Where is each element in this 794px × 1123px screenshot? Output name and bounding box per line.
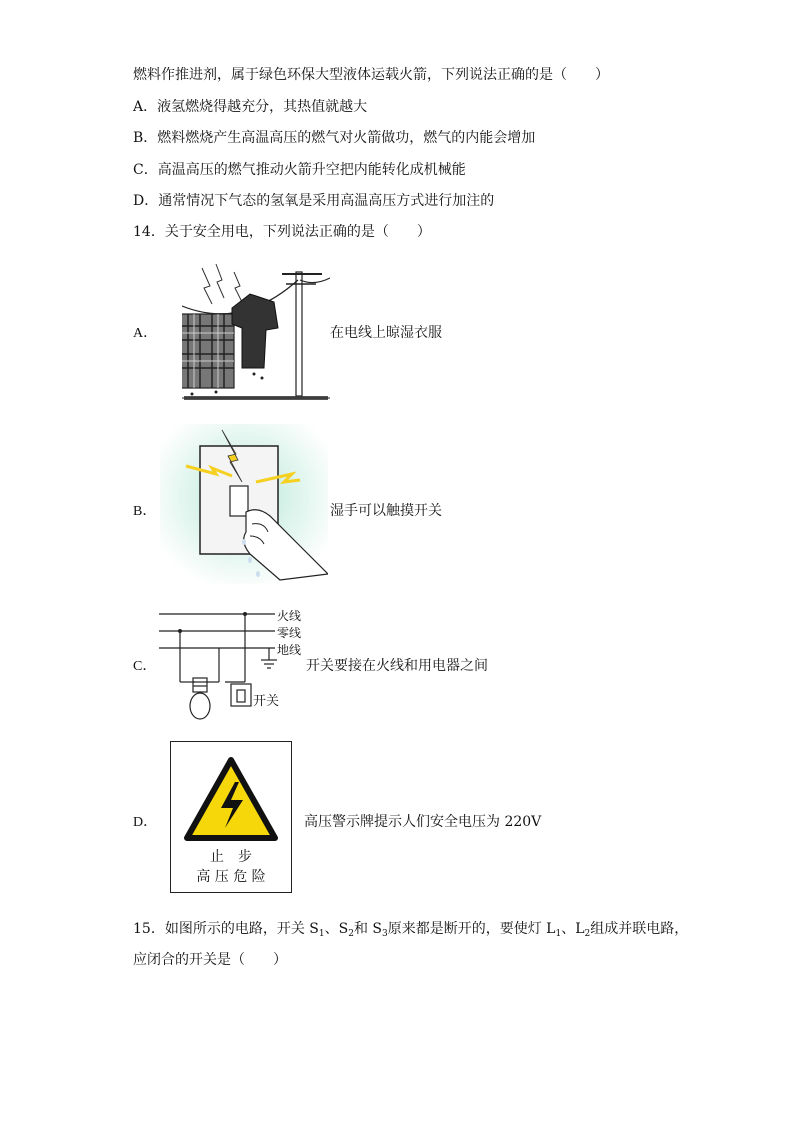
q15-stem-line2: 应闭合的开关是（ ） <box>133 952 287 968</box>
q13-option-d: D．通常情况下气态的氢氧是采用高温高压方式进行加注的 <box>133 193 495 209</box>
q13-option-c: C．高温高压的燃气推动火箭升空把内能转化成机械能 <box>133 162 466 178</box>
q15-text-sep1: 、S <box>324 921 349 937</box>
q13-stem: 燃料作推进剂，属于绿色环保大型液体运载火箭，下列说法正确的是（ ） <box>133 67 609 83</box>
sign-text-line2: 高 压 危 险 <box>196 869 266 885</box>
q14-option-c-letter: C． <box>133 659 157 674</box>
q14-stem: 14．关于安全用电，下列说法正确的是（ ） <box>133 224 431 240</box>
q14-option-d-letter: D． <box>133 815 158 830</box>
q15-sub-l2: 2 <box>584 929 591 939</box>
q15-number: 15． <box>133 921 165 937</box>
q13-option-a: A．液氢燃烧得越充分，其热值就越大 <box>133 99 368 115</box>
q14-option-b-text: 湿手可以触摸开关 <box>330 503 442 519</box>
clothes-on-power-line-illustration <box>182 258 330 406</box>
q14-option-b-letter: B． <box>133 504 157 519</box>
q15-sub-s2: 2 <box>348 929 354 939</box>
circuit-label-live: 火线 <box>277 609 302 623</box>
q15-text-part2: 原来都是断开的，要使灯 L <box>387 921 556 937</box>
q14-option-a-letter: A． <box>133 326 158 341</box>
circuit-label-neutral: 零线 <box>277 626 302 640</box>
circuit-label-ground: 地线 <box>277 643 302 657</box>
high-voltage-warning-icon <box>183 756 279 842</box>
circuit-label-switch: 开关 <box>253 694 280 709</box>
sign-text-line1: 止 步 <box>210 849 252 865</box>
high-voltage-warning-sign <box>170 741 292 893</box>
q15-text-mid: 和 S <box>353 921 382 937</box>
q14-option-d-text: 高压警示牌提示人们安全电压为 220V <box>304 814 542 830</box>
wet-hand-touching-switch-illustration <box>160 424 328 584</box>
q15-text-part3: 组成并联电路， <box>590 921 689 937</box>
q15-text-sep2: 、L <box>561 921 585 937</box>
q15-sub-s1: 1 <box>318 929 325 939</box>
q15-text-part1: 如图所示的电路，开关 S <box>164 921 319 937</box>
q15-sub-s3: 3 <box>381 929 388 939</box>
q13-option-b: B．燃料燃烧产生高温高压的燃气对火箭做功，燃气的内能会增加 <box>133 130 536 146</box>
q15-stem-line1 <box>133 920 688 943</box>
q14-option-c-text: 开关要接在火线和用电器之间 <box>306 658 488 674</box>
q14-option-a-text: 在电线上晾湿衣服 <box>330 325 442 341</box>
q15-sub-l1: 1 <box>555 929 562 939</box>
